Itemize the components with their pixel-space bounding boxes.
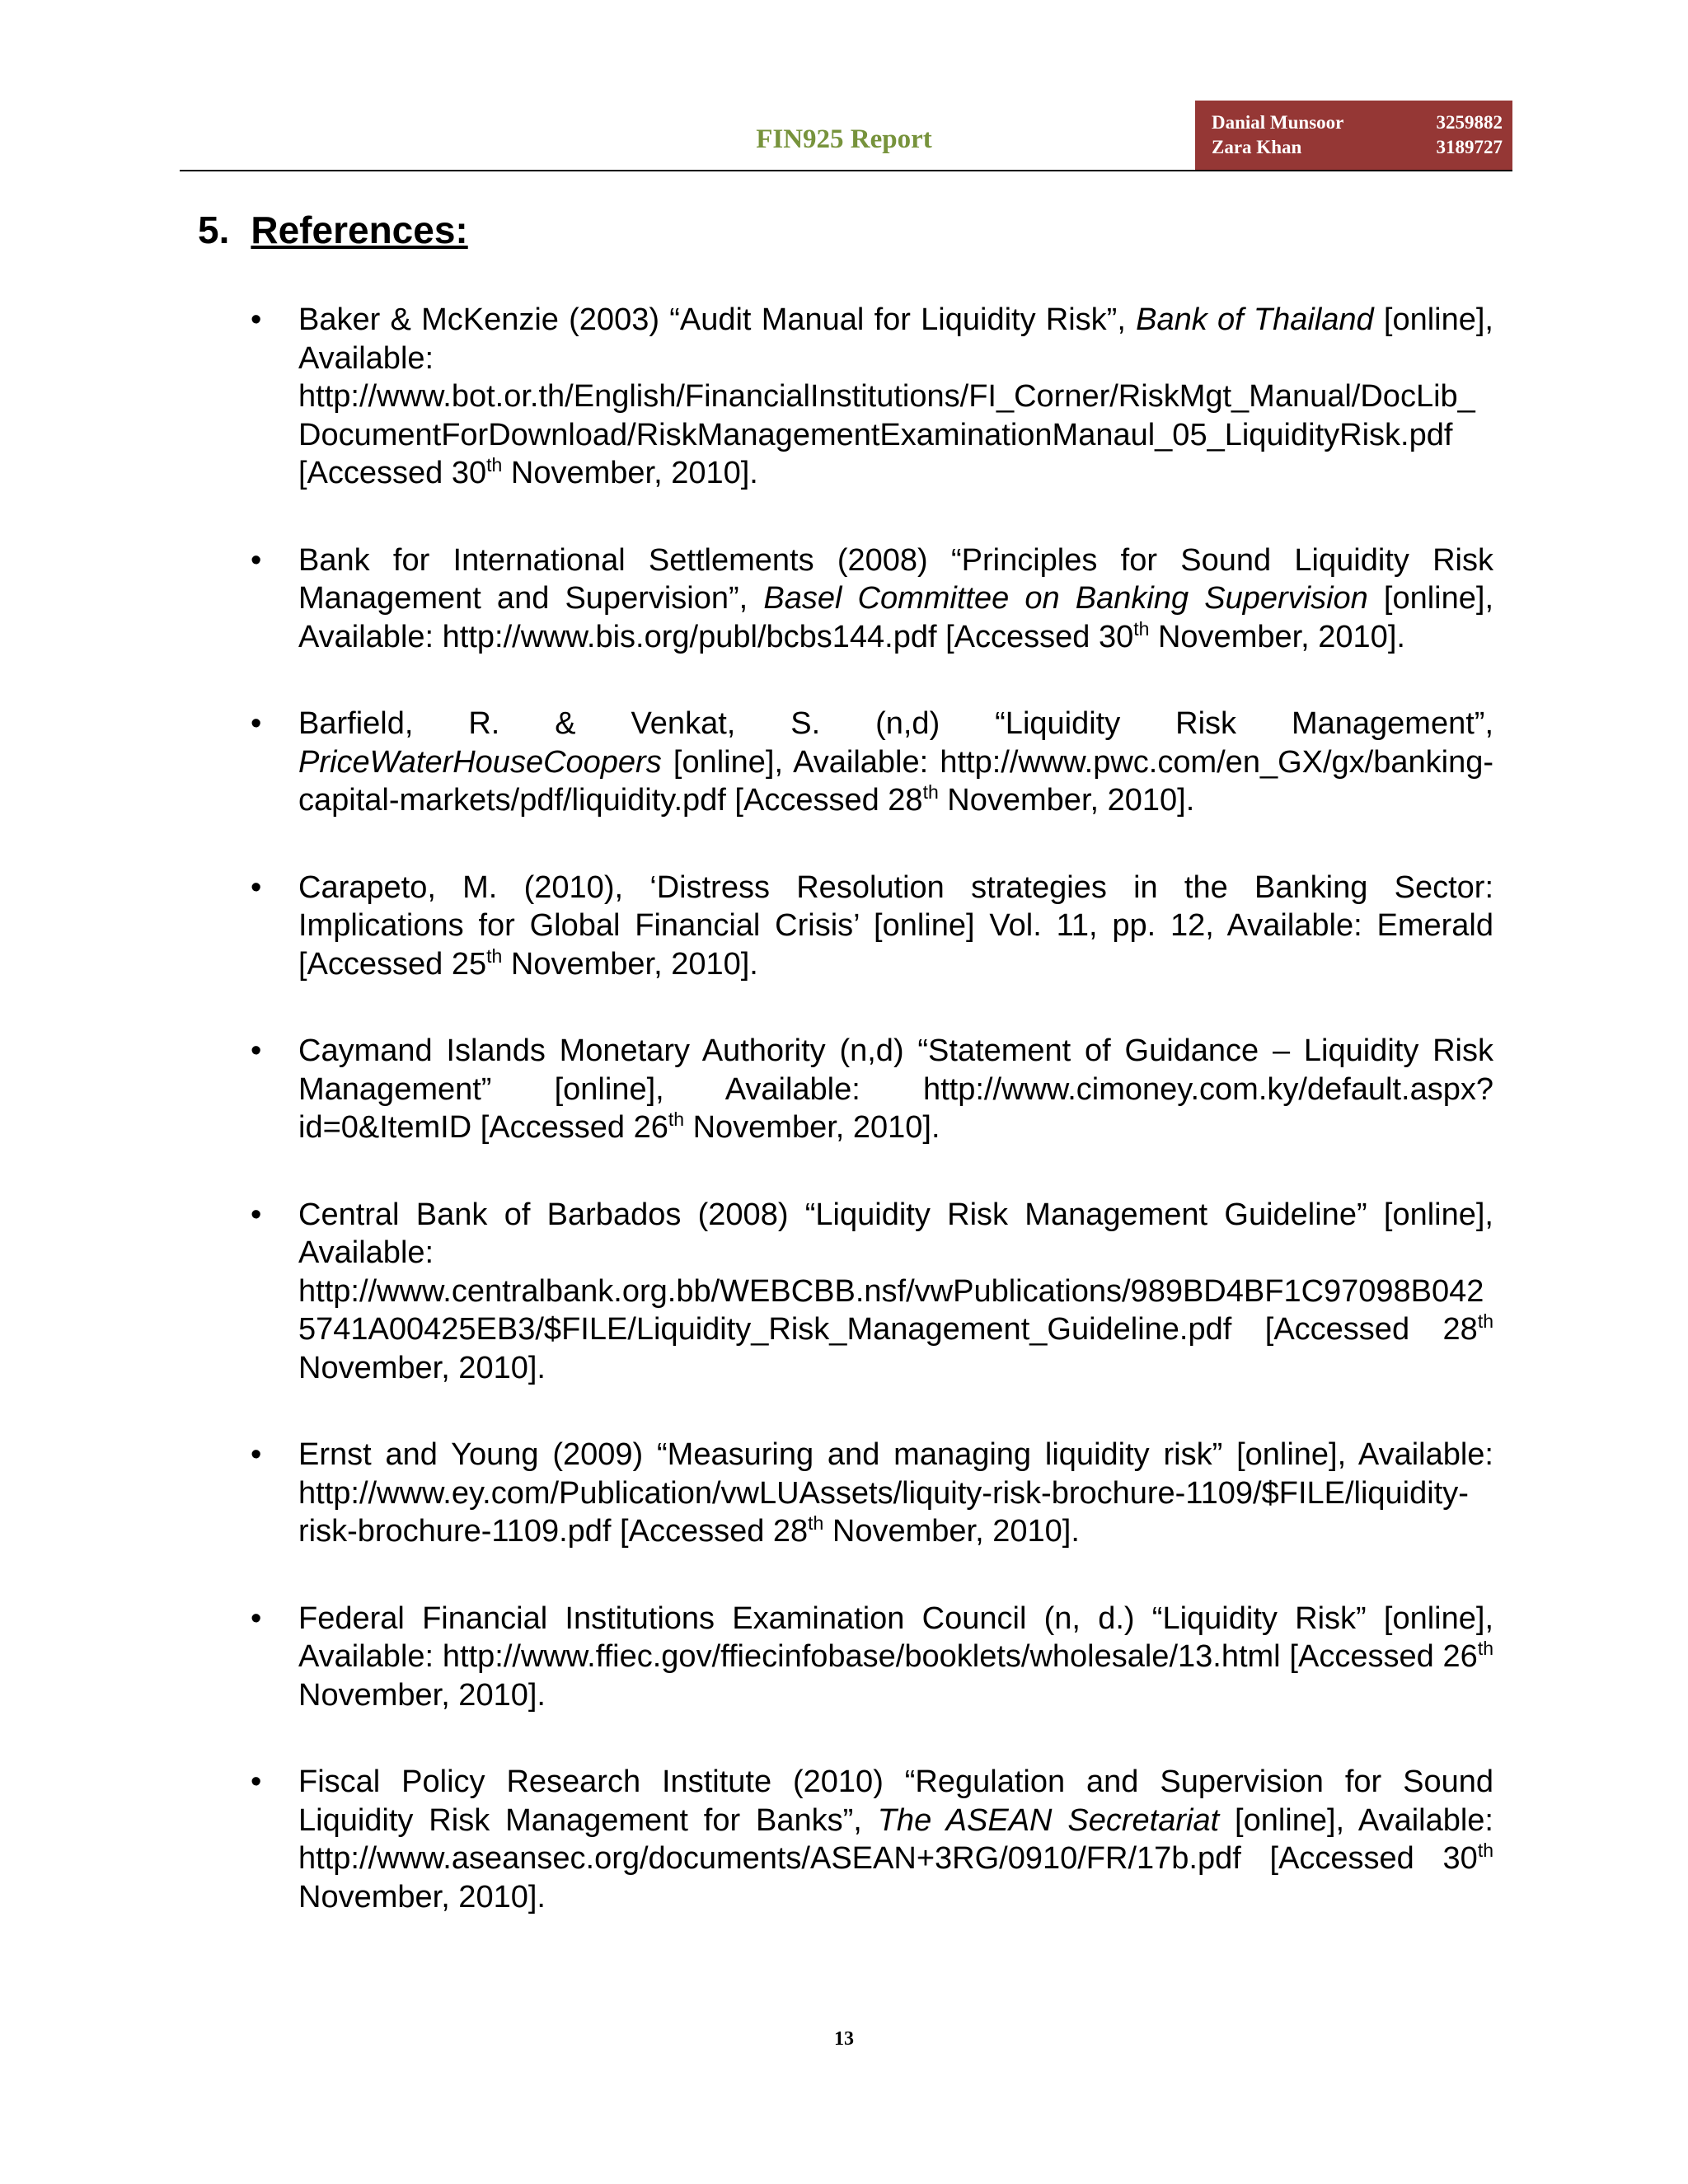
reference-text: November, 2010].	[298, 1350, 546, 1385]
reference-text: [online], Available: http://www.bot.or.th/English/FinancialInstitutions/FI_Corner/RiskMgt_Manual/DocLib_DocumentForDownload/RiskManagementExaminationManaul_05_LiquidityRisk.pdf [Accessed 30	[298, 302, 1493, 490]
reference-text: November, 2010].	[1149, 619, 1405, 654]
author-name: Zara Khan	[1212, 137, 1302, 157]
ordinal-suffix: th	[486, 944, 503, 967]
reference-text: November, 2010].	[298, 1879, 546, 1915]
section-title: References:	[251, 209, 468, 251]
author-name: Danial Munsoor	[1212, 112, 1344, 133]
reference-item	[298, 1600, 1493, 1715]
reference-publisher: Bank of Thailand	[1136, 302, 1374, 337]
reference-text: [online], Available: http://www.aseansec.org/documents/ASEAN+3RG/0910/FR/17b.pdf [Accessed 30	[298, 1802, 1493, 1876]
author-box	[1195, 101, 1512, 171]
header-divider	[180, 170, 1512, 171]
reference-item	[298, 301, 1493, 493]
reference-publisher: The ASEAN Secretariat	[877, 1802, 1220, 1838]
reference-text: November, 2010].	[684, 1110, 940, 1145]
report-title: FIN925 Report	[756, 124, 932, 154]
ordinal-suffix: th	[1133, 617, 1150, 640]
reference-item	[298, 1436, 1493, 1551]
reference-text: November, 2010].	[938, 783, 1195, 818]
section-number: 5.	[198, 209, 230, 251]
ordinal-suffix: th	[668, 1108, 685, 1130]
reference-item	[298, 1196, 1493, 1388]
author-row	[1212, 110, 1503, 135]
reference-text: Baker & McKenzie (2003) “Audit Manual for Liquidity Risk”,	[298, 302, 1137, 337]
reference-text: Ernst and Young (2009) “Measuring and managing liquidity risk” [online], Available: http://www.ey.com/Publication/vwLUAssets/liquity-risk-brochure-1109/$FILE/liquidity-risk-brochure-1109.pdf [Accessed 28	[298, 1437, 1493, 1549]
ordinal-suffix: th	[1477, 1840, 1493, 1861]
reference-item	[298, 541, 1493, 657]
ordinal-suffix: th	[1477, 1310, 1493, 1332]
author-row	[1212, 135, 1503, 160]
reference-text: [online], Available: http://www.pwc.com/en_GX/gx/banking-capital-markets/pdf/liquidity.pdf [Accessed 28	[298, 744, 1493, 818]
reference-item	[298, 869, 1493, 984]
reference-text: November, 2010].	[823, 1514, 1080, 1549]
reference-text: November, 2010].	[298, 1677, 546, 1713]
reference-text: Caymand Islands Monetary Authority (n,d) “Statement of Guidance – Liquidity Risk Management” [online], Available: http://www.cimoney.com.ky/default.aspx?id=0&ItemID [Accessed 26	[298, 1033, 1493, 1145]
reference-text: Carapeto, M. (2010), ‘Distress Resolution strategies in the Banking Sector: Implications for Global Financial Crisis’ [online] Vol. 11, pp. 12, Available: Emerald [Accessed 25	[298, 869, 1493, 982]
section-heading	[198, 208, 468, 252]
reference-item	[298, 705, 1493, 820]
reference-text: Barfield, R. & Venkat, S. (n,d) “Liquidity Risk Management”,	[298, 706, 1493, 741]
reference-text: Bank for International Settlements (2008) “Principles for Sound Liquidity Risk Management and Supervision”,	[298, 542, 1493, 616]
page-number: 13	[834, 2028, 854, 2050]
ordinal-suffix: th	[1477, 1638, 1493, 1659]
reference-item	[298, 1763, 1493, 1916]
reference-item	[298, 1032, 1493, 1147]
reference-text: Federal Financial Institutions Examination Council (n, d.) “Liquidity Risk” [online], Available: http://www.ffiec.gov/ffiecinfobase/booklets/wholesale/13.html [Accessed 26	[298, 1601, 1493, 1674]
reference-text: November, 2010].	[502, 456, 758, 490]
reference-text: [online], Available: http://www.bis.org/publ/bcbs144.pdf [Accessed 30	[298, 581, 1493, 654]
reference-publisher: PriceWaterHouseCoopers	[298, 744, 662, 780]
reference-text: November, 2010].	[502, 946, 758, 982]
reference-text: Fiscal Policy Research Institute (2010) “Regulation and Supervision for Sound Liquidity Risk Management for Banks”,	[298, 1765, 1493, 1838]
reference-publisher: Basel Committee on Banking Supervision	[763, 581, 1368, 616]
ordinal-suffix: th	[922, 781, 939, 803]
ordinal-suffix: th	[486, 454, 503, 476]
author-id: 3259882	[1436, 112, 1503, 133]
reference-list	[298, 301, 1493, 1965]
ordinal-suffix: th	[808, 1512, 824, 1534]
reference-text: Central Bank of Barbados (2008) “Liquidity Risk Management Guideline” [online], Available: http://www.centralbank.org.bb/WEBCBB.nsf/vwPublications/989BD4BF1C97098B0425741A00425EB3/$FILE/Liquidity_Risk_Management_Guideline.pdf [Accessed 28	[298, 1197, 1493, 1347]
author-id: 3189727	[1436, 137, 1503, 157]
